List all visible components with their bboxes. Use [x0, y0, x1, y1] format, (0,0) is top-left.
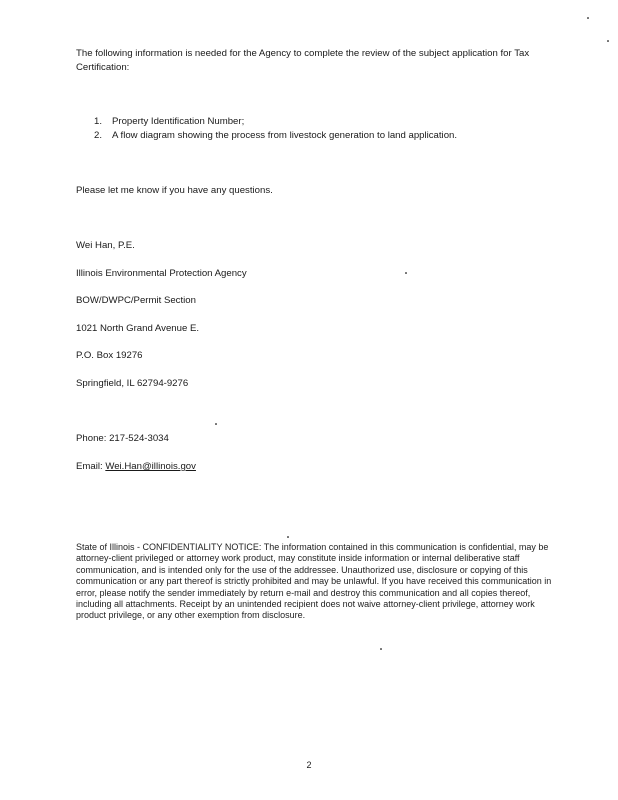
scan-speck [405, 272, 407, 274]
signature-po-box: P.O. Box 19276 [76, 350, 143, 361]
scan-speck [587, 17, 589, 19]
phone-label: Phone: [76, 433, 107, 444]
scan-speck [607, 40, 609, 42]
phone-number: 217-524-3034 [109, 433, 169, 444]
email-link[interactable]: Wei.Han@illinois.gov [105, 461, 196, 472]
confidentiality-notice: State of Illinois - CONFIDENTIALITY NOTICE: The information contained in this communication is confidential, may be attorney-client privileged or attorney work product, may constitute inside information or internal deliberative staff communication, and is intended only for the use of the addressee. Unauthorized use, disclosure or copying of this communication or any part thereof is strictly prohibited and may be unlawful. If you have received this communication in error, please notify the sender immediately by return e-mail and destroy this communication and all copies thereof, including all attachments. Receipt by an unintended recipient does not waive attorney-client privilege, attorney work product privilege, or any other exemption from disclosure. [76, 542, 552, 621]
list-item [94, 129, 457, 143]
signature-street: 1021 North Grand Avenue E. [76, 323, 200, 334]
intro-paragraph: The following information is needed for the Agency to complete the review of the subject application for Tax Certification: [76, 48, 530, 73]
list-item [94, 115, 457, 129]
page-number: 2 [306, 760, 312, 770]
list-item-text: Property Identification Number; [112, 116, 245, 127]
signature-city: Springfield, IL 62794-9276 [76, 378, 189, 389]
list-item-text: A flow diagram showing the process from livestock generation to land application. [112, 130, 458, 141]
list-item-number: 1. [94, 116, 103, 127]
signature-phone [76, 433, 169, 445]
list-item-number: 2. [94, 130, 103, 141]
signature-email [76, 461, 196, 473]
closing-line: Please let me know if you have any questions. [76, 185, 273, 196]
signature-section: BOW/DWPC/Permit Section [76, 295, 196, 306]
email-label: Email: [76, 461, 103, 472]
scan-speck [215, 423, 217, 425]
scan-speck [380, 648, 382, 650]
signature-agency: Illinois Environmental Protection Agency [76, 268, 247, 279]
signature-name: Wei Han, P.E. [76, 240, 135, 251]
requirements-list [94, 115, 457, 143]
scan-speck [287, 536, 289, 538]
